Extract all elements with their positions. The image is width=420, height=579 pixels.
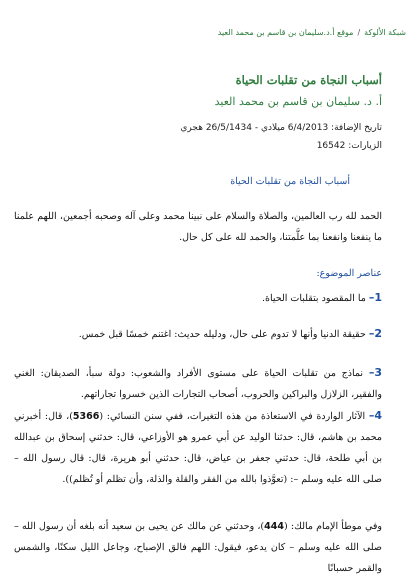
- list-item: [14, 362, 382, 405]
- list-item: [14, 405, 382, 490]
- date-added: تاريخ الإضافة: 6/4/2013 ميلادي - 26/5/1434 هجري: [180, 123, 382, 133]
- hadith-reference: 444: [264, 521, 284, 532]
- item-text: )، قال: أخبرني محمد بن هاشم، قال: حدثنا الوليد عن أبي عمرو هو الأوزاعي، قال: حدثني إسحاق بن عبدالله بن أبي طلحة، قال: حدثني جعفر بن عياض، قال: حدثني أبو هريرة، قال: قال رسول الله – صلى الله عليه وسلم –: (تعوَّذوا بالله من الفقر والقلة والذلة، وأن تظلم أو تُظلم)).: [14, 411, 382, 485]
- breadcrumb-separator: /: [357, 28, 361, 37]
- item-text: الآثار الواردة في الاستعاذة من هذه التغيرات، ففي سنن النسائي: (: [99, 411, 369, 422]
- list-item: [14, 287, 382, 309]
- item-number: 3–: [368, 366, 382, 379]
- intro-paragraph: الحمد لله رب العالمين، والصلاة والسلام على نبينا محمد وعلى آله وصحبه أجمعين، اللهم علمنا ما ينفعنا وانفعنا بما علَّمتنا، والحمد لله على كل حال.: [14, 211, 382, 243]
- elements-heading: عناصر الموضوع:: [316, 268, 382, 279]
- list-item: [14, 323, 382, 345]
- breadcrumb-site-link[interactable]: شبكة الألوكة: [364, 28, 406, 37]
- item-number: 4–: [368, 409, 382, 422]
- hadith-reference: 5366: [72, 411, 100, 422]
- item-number: 2–: [368, 327, 382, 340]
- breadcrumb: [0, 28, 420, 37]
- article-subtitle: أسباب النجاة من تقلبات الحياة: [230, 176, 350, 187]
- views-count: الزيارات: 16542: [316, 141, 382, 151]
- item-text: ما المقصود بتقلبات الحياة.: [261, 293, 369, 304]
- item-text: حقيقة الدنيا وأنها لا تدوم على حال، ودليله حديث: اغتنم خمسًا قبل خمس.: [78, 329, 369, 340]
- paragraph-text: وفي موطأ الإمام مالك: (: [283, 521, 383, 532]
- article-title: أسباب النجاة من تقلبات الحياة: [235, 73, 382, 87]
- item-text: نماذج من تقلبات الحياة على مستوى الأفراد والشعوب: دولة سبأ، الصديقان: الغني والفقير، الزلازل والبراكين والحروب، أصحاب التجارات الذين خسروا تجاراتهم.: [14, 368, 382, 400]
- item-number: 1–: [368, 291, 382, 304]
- paragraph-text: )، وحدثني عن مالك عن يحيى بن سعيد أنه بلغه أن رسول الله – صلى الله عليه وسلم – كان يدعو، فيقول: اللهم فالق الإصباح، وجاعل الليل سكنًا، والشمس والقمر حسبانًا: [14, 521, 382, 574]
- paragraph: [14, 516, 382, 579]
- article-author-link[interactable]: أ. د. سليمان بن قاسم بن محمد العيد: [214, 95, 382, 108]
- breadcrumb-section-link[interactable]: موقع أ.د.سليمان بن قاسم بن محمد العيد: [217, 28, 354, 37]
